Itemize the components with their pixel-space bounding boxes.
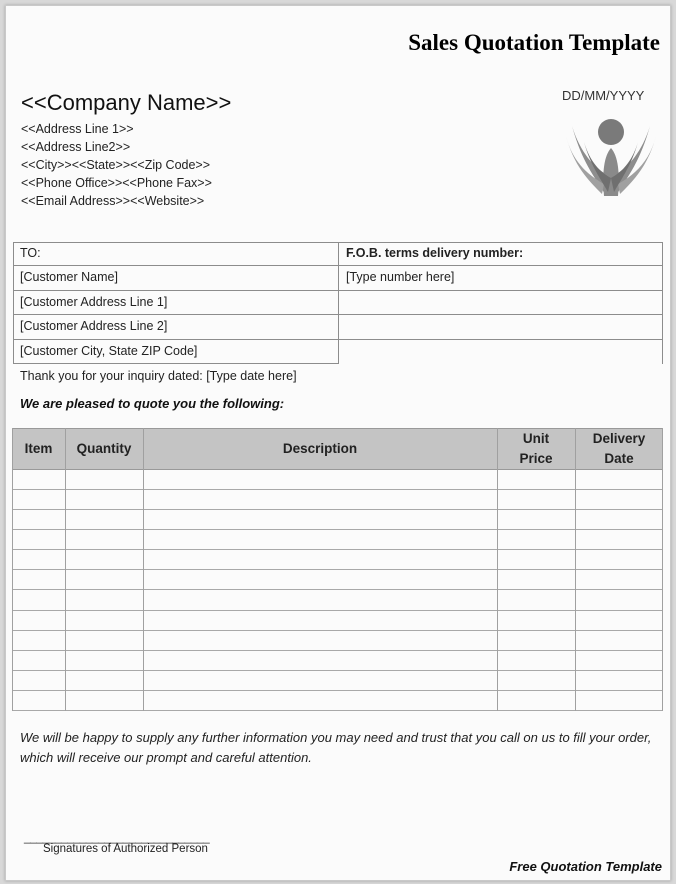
signature-caption: Signatures of Authorized Person — [43, 843, 208, 855]
document-title: Sales Quotation Template — [408, 30, 660, 55]
quotation-page — [5, 5, 671, 881]
header-description: Description — [282, 441, 358, 456]
table-row[interactable] — [12, 470, 663, 490]
quote-intro: We are pleased to quote you the following: — [20, 396, 285, 411]
column-divider — [143, 428, 144, 711]
items-table — [12, 428, 663, 711]
header-unit-price-line1: Unit — [522, 431, 550, 446]
inquiry-date-line[interactable]: Thank you for your inquiry dated: [Type date here] — [20, 369, 297, 383]
closing-statement: We will be happy to supply any further information you may need and trust that you call on us to fill your order, which will receive our prompt and careful attention. — [20, 730, 652, 765]
people-raising-hands-icon — [564, 112, 658, 196]
email-website: <<Email Address>><<Website>> — [21, 194, 205, 208]
column-divider — [65, 428, 66, 711]
table-row[interactable] — [12, 570, 663, 590]
column-divider — [662, 428, 663, 711]
city-state-zip: <<City>><<State>><<Zip Code>> — [21, 158, 211, 172]
table-row[interactable] — [12, 550, 663, 570]
customer-address-2-field[interactable]: [Customer Address Line 2] — [20, 319, 168, 333]
header-unit-price-line2: Price — [519, 451, 553, 466]
signature-line[interactable]: ______________________________ — [24, 830, 210, 844]
column-divider — [12, 428, 13, 711]
table-row[interactable] — [12, 510, 663, 530]
header-unit-price — [497, 429, 575, 469]
table-row[interactable] — [12, 611, 663, 631]
table-row[interactable] — [12, 591, 663, 611]
fob-number-field[interactable]: [Type number here] — [346, 270, 455, 284]
address-line-1: <<Address Line 1>> — [21, 122, 134, 136]
customer-table — [13, 242, 663, 364]
header-quantity: Quantity — [76, 441, 132, 456]
quote-date: DD/MM/YYYY — [562, 88, 645, 103]
fob-label: F.O.B. terms delivery number: — [346, 246, 524, 260]
customer-city-state-zip-field[interactable]: [Customer City, State ZIP Code] — [20, 344, 198, 358]
header-delivery-date-line1: Delivery — [592, 431, 646, 446]
table-row[interactable] — [12, 490, 663, 510]
table-row[interactable] — [12, 671, 663, 691]
to-label: TO: — [20, 246, 41, 260]
customer-address-1-field[interactable]: [Customer Address Line 1] — [20, 295, 168, 309]
column-divider — [497, 428, 498, 711]
table-row[interactable] — [12, 651, 663, 671]
address-line-2: <<Address Line2>> — [21, 140, 131, 154]
footer-label: Free Quotation Template — [509, 859, 662, 874]
table-row[interactable] — [12, 691, 663, 711]
table-row[interactable] — [12, 530, 663, 550]
table-row[interactable] — [12, 631, 663, 651]
header-delivery-date — [575, 429, 663, 469]
items-table-header — [12, 428, 663, 470]
column-divider — [575, 428, 576, 711]
header-item: Item — [24, 441, 53, 456]
phone-fax: <<Phone Office>><<Phone Fax>> — [21, 176, 212, 190]
header-delivery-date-line2: Date — [604, 451, 634, 466]
customer-name-field[interactable]: [Customer Name] — [20, 270, 118, 284]
company-name: <<Company Name>> — [21, 90, 232, 115]
